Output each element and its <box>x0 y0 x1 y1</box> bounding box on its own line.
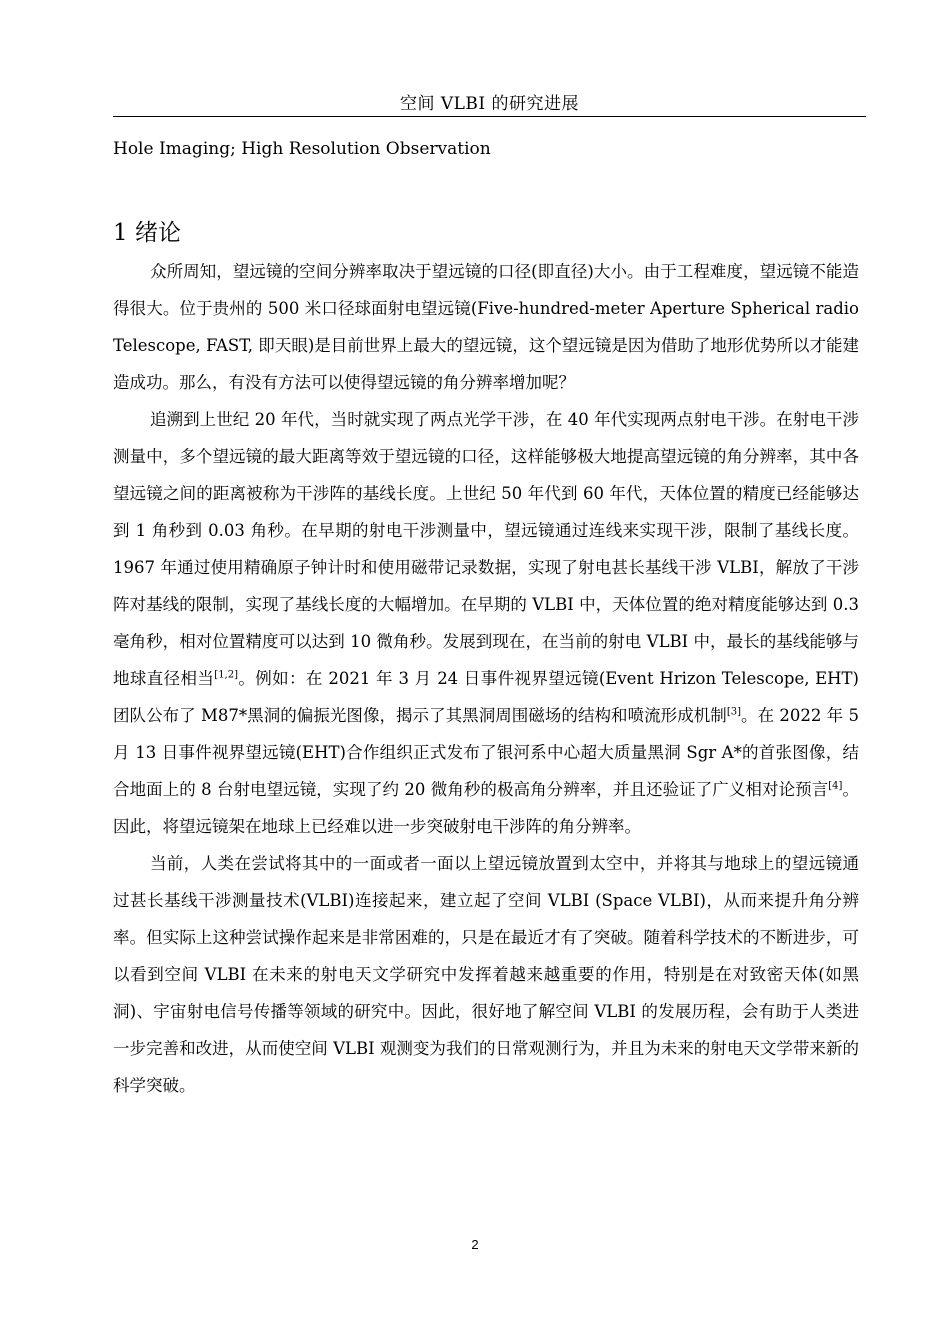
paragraph-2 <box>113 401 859 845</box>
english-keywords-continuation: Hole Imaging; High Resolution Observation <box>113 139 491 159</box>
paragraph-2-part-b: 。例如：在 2021 年 3 月 24 日事件视界望远镜(Event Hrizon Telescope, EHT)团队公布了 M87*黑洞的偏振光图像，揭示了其黑洞周围磁场的结构和喷流形成机制 <box>113 669 859 725</box>
running-header: 空间 VLBI 的研究进展 <box>399 94 580 114</box>
citation-ref: [4] <box>828 780 843 792</box>
header-rule <box>113 116 866 117</box>
body-text <box>113 253 859 1104</box>
page-number: 2 <box>471 1237 479 1252</box>
paragraph-2-part-d: 。因此，将望远镜架在地球上已经难以进一步突破射电干涉阵的角分辨率。 <box>113 780 860 836</box>
paragraph-3: 当前，人类在尝试将其中的一面或者一面以上望远镜放置到太空中，并将其与地球上的望远镜通过甚长基线干涉测量技术(VLBI)连接起来，建立起了空间 VLBI (Space VLBI)，从而来提升角分辨率。但实际上这种尝试操作起来是非常困难的，只是在最近才有了突破。随着科学技术的不断进步，可以看到空间 VLBI 在未来的射电天文学研究中发挥着越来越重要的作用，特别是在对致密天体(如黑洞)、宇宙射电信号传播等领域的研究中。因此，很好地了解空间 VLBI 的发展历程，会有助于人类进一步完善和改进，从而使空间 VLBI 观测变为我们的日常观测行为，并且为未来的射电天文学带来新的科学突破。 <box>113 854 859 1095</box>
citation-ref: [1,2] <box>214 669 239 681</box>
citation-ref: [3] <box>726 706 741 718</box>
section-heading: 1 绪论 <box>113 220 181 246</box>
paragraph-2-part-c: 。在 2022 年 5 月 13 日事件视界望远镜(EHT)合作组织正式发布了银河系中心超大质量黑洞 Sgr A*的首张图像，结合地面上的 8 台射电望远镜，实现了约 20 微角秒的极高角分辨率，并且还验证了广义相对论预言 <box>113 706 859 799</box>
paragraph-1: 众所周知，望远镜的空间分辨率取决于望远镜的口径(即直径)大小。由于工程难度，望远镜不能造得很大。位于贵州的 500 米口径球面射电望远镜(Five-hundred-meter Aperture Spherical radio Telescope, FAST, 即天眼)是目前世界上最大的望远镜，这个望远镜是因为借助了地形优势所以才能建造成功。那么，有没有方法可以使得望远镜的角分辨率增加呢？ <box>113 262 859 392</box>
paragraph-2-part-a: 追溯到上世纪 20 年代，当时就实现了两点光学干涉，在 40 年代实现两点射电干涉。在射电干涉测量中，多个望远镜的最大距离等效于望远镜的口径，这样能够极大地提高望远镜的角分辨率，其中各望远镜之间的距离被称为干涉阵的基线长度。上世纪 50 年代到 60 年代，天体位置的精度已经能够达到 1 角秒到 0.03 角秒。在早期的射电干涉测量中，望远镜通过连线来实现干涉，限制了基线长度。1967 年通过使用精确原子钟计时和使用磁带记录数据，实现了射电甚长基线干涉 VLBI，解放了干涉阵对基线的限制，实现了基线长度的大幅增加。在早期的 VLBI 中，天体位置的绝对精度能够达到 0.3 毫角秒，相对位置精度可以达到 10 微角秒。发展到现在，在当前的射电 VLBI 中，最长的基线能够与地球直径相当 <box>113 410 859 688</box>
